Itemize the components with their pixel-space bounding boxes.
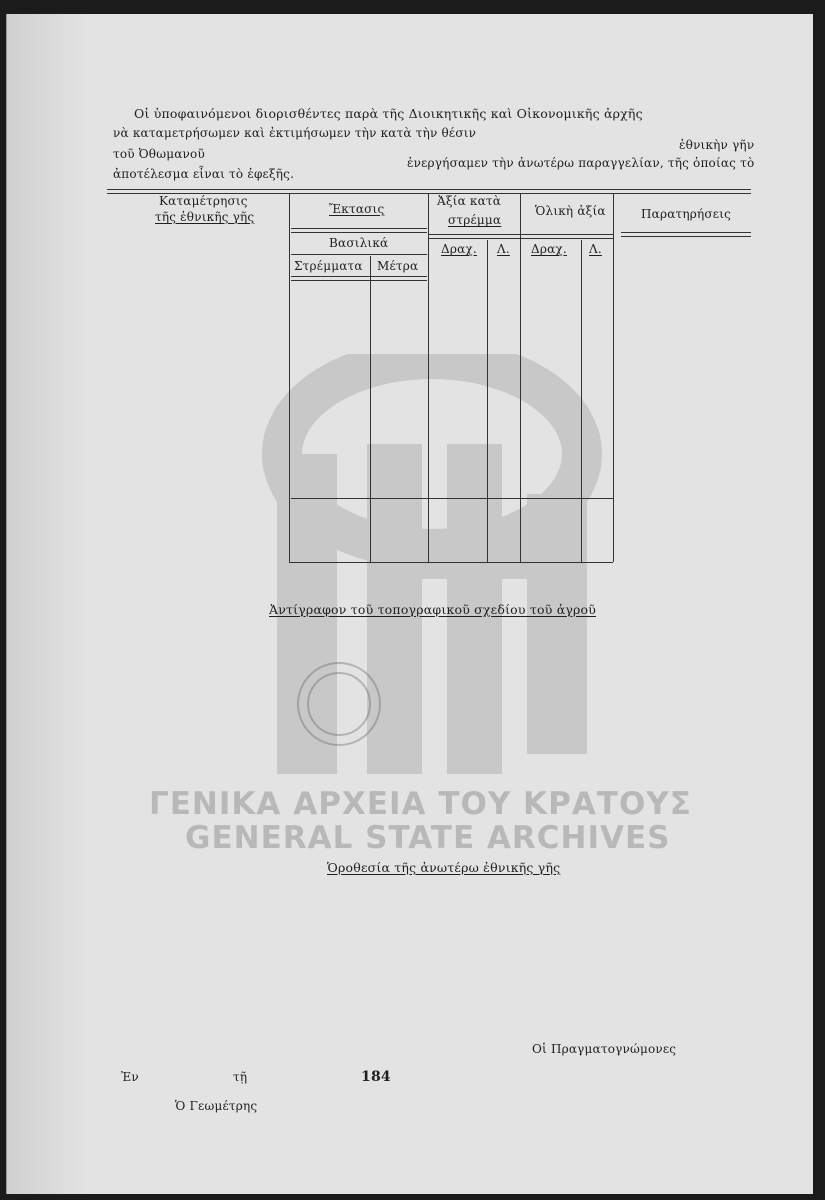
table-vline-7 <box>613 194 614 562</box>
intro-line-2: νὰ καταμετρήσωμεν καὶ ἐκτιμήσωμεν τὴν κατὰ τὴν θέσιν <box>113 126 477 140</box>
col-basilika-header: Βασιλικά <box>329 236 389 250</box>
intro-line-3-right: ἐνεργήσαμεν τὴν ἀνωτέρω παραγγελίαν, τῆς ὁποίας τὸ <box>407 156 755 170</box>
table-vline-3 <box>428 194 429 562</box>
total-header-rule <box>521 234 613 235</box>
col-survey-header-1: Καταμέτρησις <box>159 194 248 208</box>
total-header-rule-2 <box>521 238 613 239</box>
value-header-rule-2 <box>429 238 521 239</box>
topographic-copy-title: Ἀντίγραφον τοῦ τοπογραφικοῦ σχεδίου τοῦ ἀγροῦ <box>269 602 597 617</box>
remarks-header-rule <box>621 232 751 233</box>
geometer-label: Ὁ Γεωμέτρης <box>175 1099 258 1113</box>
intro-line-2-right: ἐθνικὴν γῆν <box>679 138 755 152</box>
table-top-rule <box>107 189 751 190</box>
place-label: Ἐν <box>121 1070 139 1084</box>
col-metra-header: Μέτρα <box>377 259 419 273</box>
col-area-header: Ἔκτασις <box>329 202 385 216</box>
intro-line-4: ἀποτέλεσμα εἶναι τὸ ἑφεξῆς. <box>113 167 295 181</box>
date-label: τῇ <box>233 1070 248 1084</box>
table-total-rule <box>291 498 613 499</box>
subheader-rule-left-2 <box>291 280 427 281</box>
table-bottom-rule <box>289 562 613 563</box>
col-total-value-header: Ὁλικὴ ἀξία <box>535 204 606 218</box>
remarks-header-rule-2 <box>621 236 751 237</box>
round-stamp-inner <box>307 672 371 736</box>
document-page <box>6 14 813 1194</box>
col-value-header-2: στρέμμα <box>448 213 502 227</box>
boundary-title: Ὁροθεσία τῆς ἀνωτέρω ἐθνικῆς γῆς <box>327 860 561 875</box>
col-drach-header: Δραχ. <box>441 242 477 256</box>
col-value-header-1: Ἀξία κατὰ <box>437 194 502 208</box>
col-lepta2-header: Λ. <box>589 242 602 256</box>
col-lepta-header: Λ. <box>497 242 510 256</box>
intro-line-3-left: τοῦ Ὀθωμανοῦ <box>113 147 205 161</box>
area-header-rule <box>291 228 427 229</box>
area-header-rule-2 <box>291 232 427 233</box>
col-remarks-header: Παρατηρήσεις <box>641 207 732 221</box>
intro-line-1: Οἱ ὑποφαινόμενοι διορισθέντες παρὰ τῆς Διοικητικῆς καὶ Οἰκονομικῆς ἀρχῆς <box>134 106 643 121</box>
page-shadow <box>7 14 87 1194</box>
table-vline-4 <box>487 240 488 562</box>
page-number: 184 <box>361 1069 391 1085</box>
table-vline-5 <box>520 194 521 562</box>
table-vline-6 <box>581 240 582 562</box>
col-survey-header-2: τῆς ἐθνικῆς γῆς <box>155 210 255 224</box>
table-vline-1 <box>289 194 290 562</box>
watermark-greek: ΓΕΝΙΚΑ ΑΡΧΕΙΑ ΤΟΥ ΚΡΑΤΟΥΣ <box>149 786 692 822</box>
col-drach2-header: Δραχ. <box>531 242 567 256</box>
table-vline-2 <box>370 256 371 562</box>
basilika-rule <box>291 254 427 255</box>
subheader-rule-left <box>291 276 427 277</box>
value-header-rule <box>429 234 521 235</box>
col-stremmata-header: Στρέμματα <box>294 259 363 273</box>
experts-label: Οἱ Πραγματογνώμονες <box>532 1042 677 1056</box>
watermark-english: GENERAL STATE ARCHIVES <box>185 820 671 856</box>
